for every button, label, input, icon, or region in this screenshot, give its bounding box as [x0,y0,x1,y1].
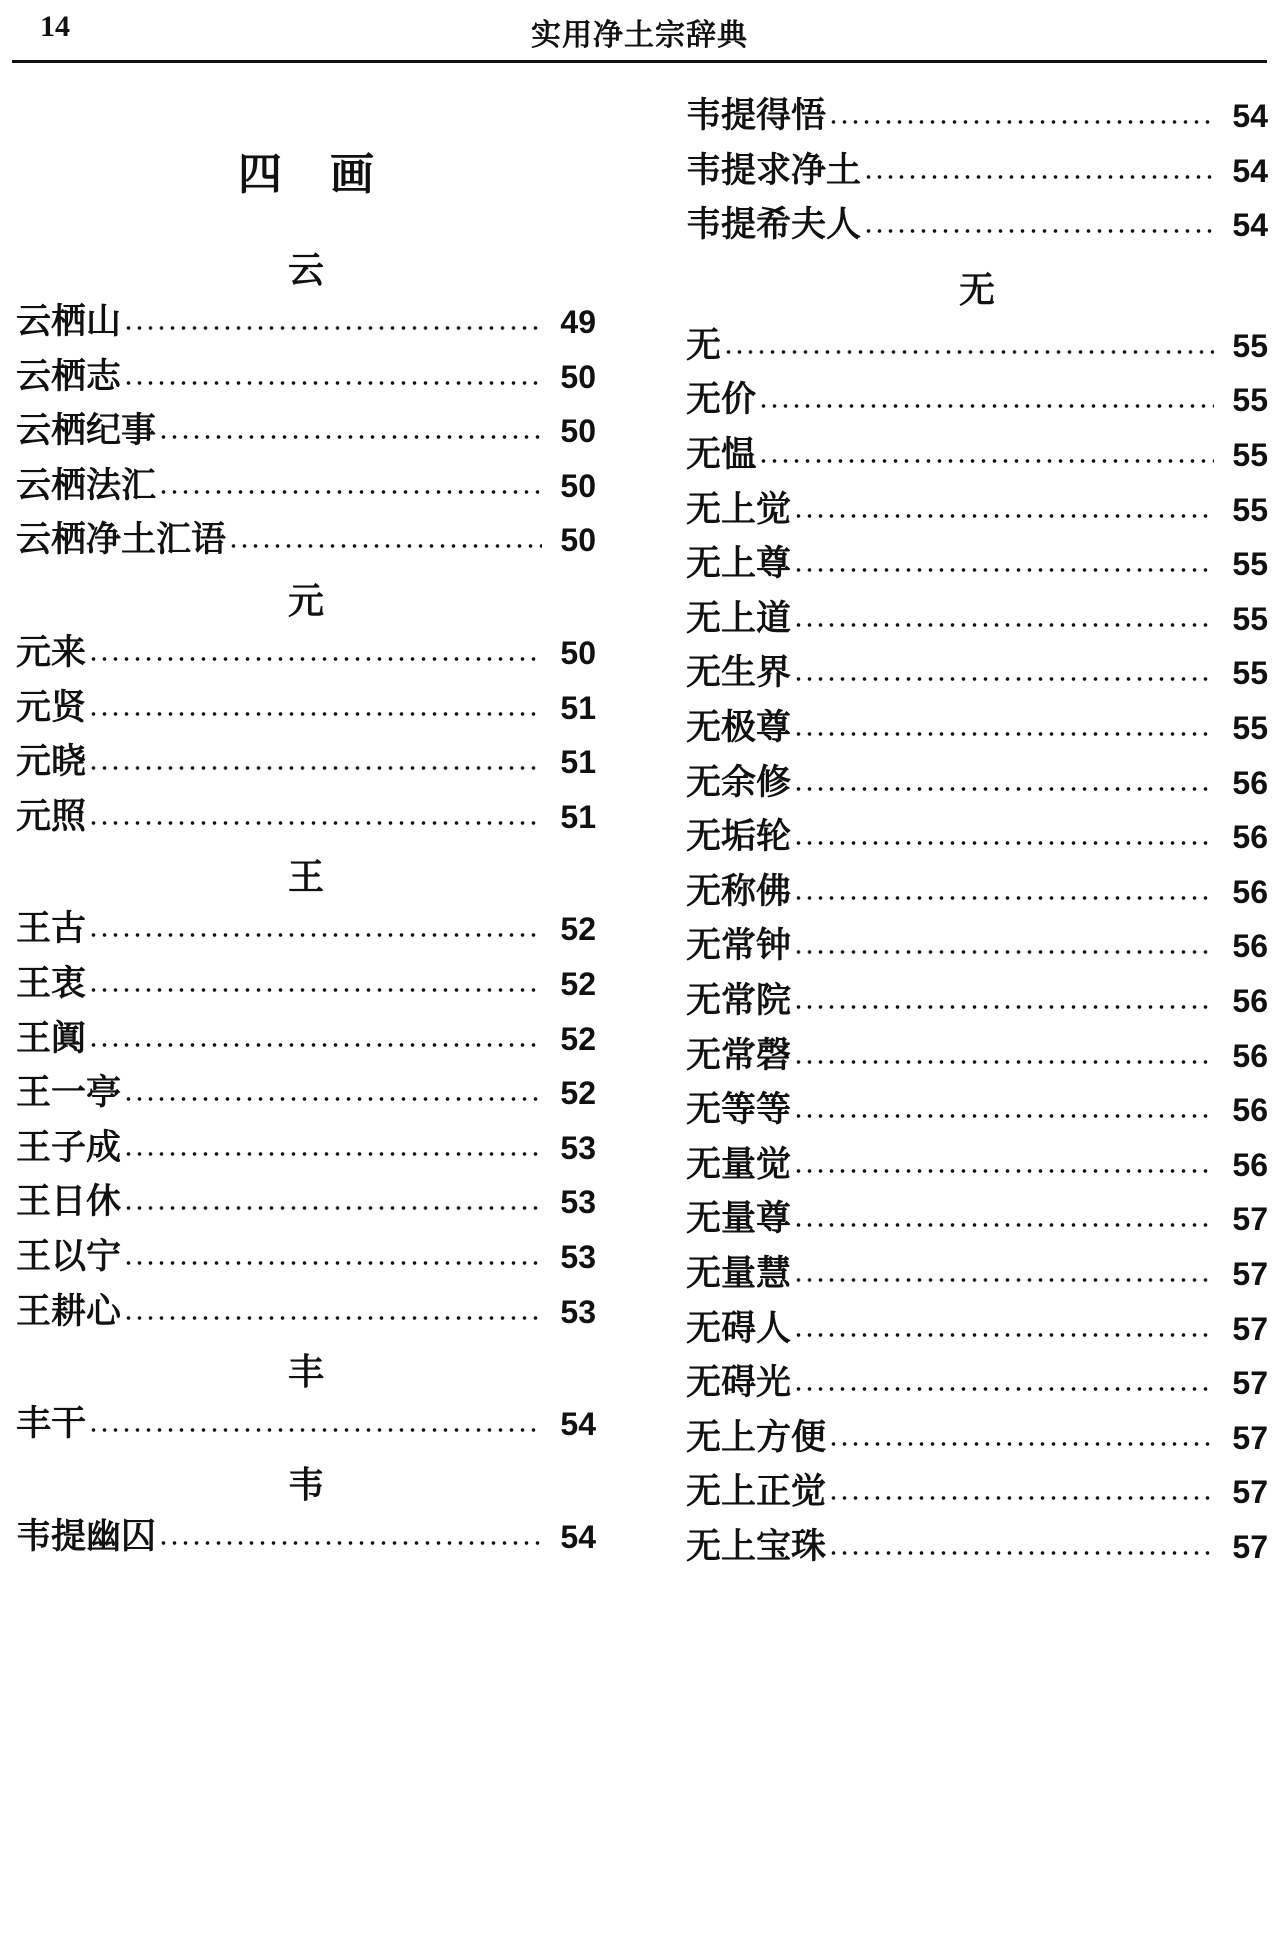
index-entry [686,759,1268,807]
entry-term: 无愠 [686,434,757,475]
entry-term: 无上方便 [686,1416,827,1458]
entry-term: 韦提得悟 [686,95,827,136]
entry-term: 王阗 [16,1017,87,1059]
dot-leader [158,488,542,496]
dot-leader [793,839,1214,847]
entry-term: 韦提幽囚 [16,1515,157,1557]
character-heading: 韦 [287,1463,324,1506]
entry-term: 无余修 [686,761,792,803]
dot-leader [828,1494,1214,1502]
entry-page-number: 54 [560,1518,596,1555]
index-entry [16,684,596,732]
dot-leader [88,710,542,718]
entry-page-number: 54 [560,1406,596,1443]
entry-page-number: 57 [1232,1419,1268,1456]
dot-leader [123,379,542,387]
entry-term: 王一亭 [16,1072,122,1114]
entry-page-number: 56 [1232,764,1268,801]
entry-page-number: 51 [560,689,596,726]
index-entry [16,1513,596,1561]
entry-term: 无称佛 [686,870,792,912]
entry-page-number: 52 [560,1075,596,1112]
entry-term: 王以宁 [16,1236,122,1277]
entry-term: 无量觉 [686,1143,792,1185]
entry-term: 无量慧 [686,1253,792,1294]
dot-leader [123,1095,542,1103]
dot-leader [123,1204,542,1212]
dot-leader [158,433,542,441]
entry-page-number: 56 [1232,983,1268,1019]
index-entry [686,1305,1268,1353]
entry-term: 无碍人 [686,1307,792,1349]
dot-leader [828,1549,1214,1557]
entry-term: 元贤 [16,686,87,728]
dot-leader [793,675,1214,683]
entry-term: 云栖山 [16,301,122,342]
entry-page-number: 55 [1232,327,1268,364]
dot-leader [88,655,542,663]
entry-term: 无常磬 [686,1034,792,1076]
index-entry [16,1015,596,1063]
entry-page-number: 54 [1232,98,1268,134]
index-entry [16,462,596,510]
index-entry [16,738,596,786]
entry-page-number: 56 [1232,819,1268,856]
dot-leader [723,348,1214,356]
entry-term: 王耕心 [16,1290,122,1332]
index-entry [686,1141,1268,1189]
entry-term: 无上尊 [686,543,792,585]
dot-leader [88,931,542,939]
entry-term: 无极尊 [686,707,792,748]
entry-page-number: 56 [1232,873,1268,910]
dot-leader [158,1539,542,1547]
entry-page-number: 53 [560,1239,596,1275]
dot-leader [828,1440,1214,1448]
dot-leader [828,118,1214,126]
index-entry [16,353,596,401]
entry-term: 丰干 [16,1403,87,1445]
entry-term: 无上道 [686,597,792,639]
entry-page-number: 50 [560,358,596,395]
index-entry [686,868,1268,916]
entry-page-number: 56 [1232,1092,1268,1129]
index-entry [16,407,596,455]
index-entry [686,486,1268,534]
entry-page-number: 51 [560,744,596,781]
page-header [0,0,1279,62]
dot-leader [863,173,1214,181]
running-title: 实用净土宗辞典 [531,18,748,53]
dot-leader [123,1150,542,1158]
entry-page-number: 56 [1232,928,1268,965]
entry-term: 无价 [686,379,757,421]
index-entry [686,977,1268,1025]
entry-page-number: 56 [1232,1146,1268,1183]
index-entry [686,813,1268,861]
entry-term: 韦提希夫人 [686,204,862,246]
page-number: 14 [40,10,70,43]
dot-leader [793,566,1214,574]
index-entry [686,595,1268,643]
index-entry [686,147,1268,195]
entry-page-number: 57 [1232,1474,1268,1511]
index-entry [686,1032,1268,1080]
dot-leader [793,1221,1214,1229]
dot-leader [793,1058,1214,1066]
entry-term: 无上正觉 [686,1471,827,1513]
index-entry [686,376,1268,424]
dot-leader [88,764,542,772]
dot-leader [793,1276,1214,1284]
entry-term: 无等等 [686,1089,792,1131]
entry-term: 无上宝珠 [686,1526,827,1567]
entry-page-number: 57 [1232,1256,1268,1292]
entry-page-number: 50 [560,522,596,559]
index-entry [16,905,596,953]
entry-term: 无量尊 [686,1198,792,1240]
index-entry [686,1359,1268,1407]
entry-page-number: 57 [1232,1529,1268,1565]
entry-page-number: 52 [560,911,596,948]
dot-leader [793,512,1214,520]
entry-term: 王古 [16,908,87,950]
index-entry [686,540,1268,588]
entry-term: 云栖志 [16,355,122,397]
index-entry [16,1400,596,1448]
entry-page-number: 55 [1232,491,1268,528]
entry-page-number: 50 [560,467,596,504]
dot-leader [793,1112,1214,1120]
index-entry [686,704,1268,752]
dot-leader [123,324,542,332]
entry-term: 王日休 [16,1181,122,1223]
character-heading: 元 [287,580,324,622]
entry-term: 元来 [16,632,87,673]
entry-page-number: 52 [560,1020,596,1057]
index-entry [16,793,596,841]
entry-term: 元照 [16,795,87,837]
dot-leader [88,986,542,994]
entry-page-number: 54 [1232,152,1268,189]
entry-page-number: 55 [1232,382,1268,419]
entry-page-number: 50 [560,413,596,450]
dot-leader [123,1259,542,1267]
entry-term: 无生界 [686,652,792,694]
dot-leader [793,1331,1214,1339]
entry-term: 云栖纪事 [16,410,157,452]
entry-term: 无上觉 [686,488,792,530]
entry-page-number: 56 [1232,1037,1268,1074]
entry-page-number: 52 [560,966,596,1002]
character-heading: 云 [287,249,324,291]
index-entry [686,1195,1268,1243]
entry-page-number: 53 [560,1184,596,1221]
entry-term: 元晓 [16,741,87,783]
dot-leader [793,621,1214,629]
entry-page-number: 55 [1232,600,1268,637]
index-entry [16,1124,596,1172]
index-entry [686,922,1268,970]
entry-page-number: 55 [1232,437,1268,473]
entry-page-number: 57 [1232,1310,1268,1347]
entry-term: 无垢轮 [686,816,792,858]
index-entry [16,516,596,564]
dot-leader [793,1003,1214,1011]
index-entry [686,92,1268,140]
entry-page-number: 57 [1232,1201,1268,1238]
character-heading: 王 [287,856,324,899]
index-entry [686,1468,1268,1516]
entry-term: 无碍光 [686,1362,792,1404]
entry-page-number: 53 [560,1293,596,1330]
entry-page-number: 53 [560,1129,596,1166]
dot-leader [863,227,1214,235]
index-entry [16,1288,596,1336]
index-entry [16,1178,596,1226]
dot-leader [88,819,542,827]
entry-page-number: 55 [1232,655,1268,692]
dot-leader [793,785,1214,793]
entry-page-number: 55 [1232,710,1268,746]
dot-leader [793,894,1214,902]
dot-leader [793,948,1214,956]
index-entry [16,1233,596,1281]
index-entry [686,1250,1268,1298]
entry-page-number: 51 [560,798,596,835]
entry-term: 云栖法汇 [16,464,157,506]
index-entry [16,1069,596,1117]
index-entry [686,1414,1268,1462]
entry-term: 韦提求净土 [686,149,862,191]
index-entry [16,960,596,1008]
index-entry [686,201,1268,249]
header-rule [12,60,1267,63]
dot-leader [123,1314,542,1322]
entry-page-number: 54 [1232,207,1268,244]
index-entry [16,298,596,346]
dot-leader [88,1041,542,1049]
entry-page-number: 55 [1232,546,1268,583]
entry-term: 云栖净土汇语 [16,519,227,561]
stroke-count-heading: 四画 [238,149,422,200]
entry-term: 王子成 [16,1126,122,1168]
entry-page-number: 50 [560,635,596,671]
index-entry [686,649,1268,697]
dot-leader [793,1385,1214,1393]
entry-term: 王衷 [16,963,87,1004]
dot-leader [793,730,1214,738]
index-entry [686,322,1268,370]
entry-term: 无 [686,324,722,366]
index-entry [686,1523,1268,1571]
character-heading: 丰 [287,1351,324,1394]
entry-page-number: 49 [560,304,596,340]
dot-leader [758,457,1214,465]
entry-page-number: 57 [1232,1365,1268,1402]
index-entry [686,431,1268,479]
dot-leader [758,402,1214,410]
entry-term: 无常钟 [686,925,792,967]
dot-leader [228,542,542,550]
dot-leader [88,1426,542,1434]
entry-term: 无常院 [686,980,792,1021]
index-entry [686,1086,1268,1134]
character-heading: 无 [958,268,995,311]
index-entry [16,629,596,677]
dot-leader [793,1167,1214,1175]
